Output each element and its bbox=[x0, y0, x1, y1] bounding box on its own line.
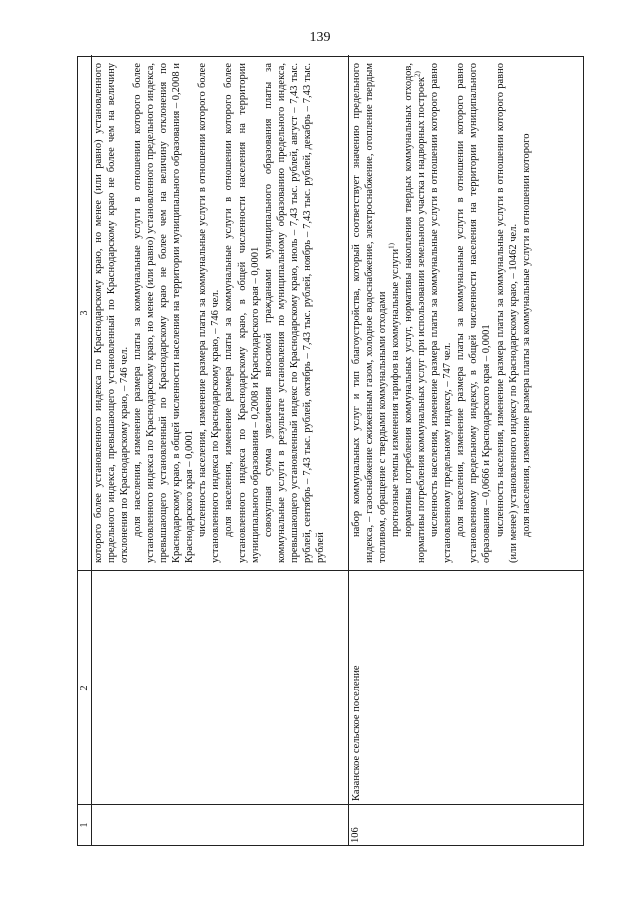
prev-paragraph: доля населения, изменение размера платы за коммунальные услуги в отношении которого более установленного индекса по Краснодарскому краю, в общей численности населения на территории муниципального образования – 0,2008 и Краснодарского края – 0,0001 bbox=[223, 63, 261, 563]
row-paragraph: прогнозные темпы изменения тарифов на коммунальные услуги$^{1)}$ bbox=[387, 243, 402, 537]
prev-paragraph: совокупная сумма увеличения вносимой гражданами муниципального образования платы за коммунальные услуги в результате установления по муниципальному образованию предельного индекса, превышающего установленный индекс по Краснодарскому краю, июль – 7,43 тыс. рублей, август – 7,43 тыс. рублей, сентябрь – 7,43 тыс. рублей, октябрь – 7,43 тыс. рублей, ноябрь – 7,43 тыс. рублей, декабрь – 7,43 тыс. рублей bbox=[262, 63, 326, 563]
row-paragraph: доля населения, изменение размера платы за коммунальные услуги в отношении которого bbox=[520, 133, 532, 537]
header-col-1: 1 bbox=[79, 822, 90, 828]
prev-paragraph: доля населения, изменение размера платы за коммунальные услуги в отношении которого более установленного индекса по Краснодарскому краю, но менее (или равно) установленного предельного индекса, превышающего установленный по Краснодарскому краю не более чем на величину отклонения по Краснодарскому краю, в общей численности населения на территории муниципального образования – 0,2008 и Краснодарского края – 0,0001 bbox=[132, 63, 196, 563]
row-text bbox=[350, 63, 533, 563]
header-col-3: 3 bbox=[79, 310, 90, 316]
row-name: Казанское сельское поселение bbox=[351, 665, 362, 801]
prev-paragraph: численность населения, изменение размера платы за коммунальные услуги в отношении которого более установленного индекса по Краснодарскому краю, – 746 чел. bbox=[197, 63, 222, 563]
table-header-row bbox=[78, 55, 92, 845]
footnote-mark: 2) bbox=[413, 71, 422, 78]
row-number: 106 bbox=[350, 827, 361, 843]
row-paragraph: численность населения, изменение размера платы за коммунальные услуги в отношении которого равно установленному предельному индексу, – 747 чел. bbox=[429, 63, 454, 563]
row-paragraph: доля населения, изменение размера платы за коммунальные услуги в отношении которого равно установленному предельному индексу, в общей численности населения на территории муниципального образования – 0,0666 и Краснодарского края – 0,0001 bbox=[455, 63, 493, 563]
row-paragraph: нормативы потребления коммунальных услуг, нормативы накопления твердых коммунальных отходов, нормативы потребления коммунальных услуг при использовании земельного участка и надворных построек$^{2)}$ bbox=[403, 63, 428, 563]
header-col-2: 2 bbox=[79, 685, 90, 691]
page-number: 139 bbox=[309, 30, 331, 45]
col-divider-1 bbox=[78, 804, 583, 805]
row-paragraph: набор коммунальных услуг и тип благоустройства, который соответствует значению предельного индекса, – газоснабжение сжиженным газом, холодное водоснабжение, электроснабжение, отопление твердым топливом, обращение с твердыми коммунальными отходами bbox=[351, 63, 389, 563]
prev-paragraph: которого более установленного индекса по Краснодарскому краю, но менее (или равно) установленного предельного индекса, превышающего установленный по Краснодарскому краю не более чем на величину отклонения по Краснодарскому краю, – 746 чел. bbox=[93, 63, 131, 563]
rotated-table bbox=[77, 56, 584, 846]
prev-row-text bbox=[92, 63, 327, 563]
footnote-mark: 1) bbox=[387, 243, 396, 249]
col-divider-2 bbox=[78, 570, 583, 571]
row-paragraph: численность населения, изменение размера платы за коммунальные услуги в отношении которого равно (или менее) установленного индексу по Краснодарскому краю, – 10462 чел. bbox=[494, 63, 519, 563]
row-divider bbox=[348, 55, 349, 845]
